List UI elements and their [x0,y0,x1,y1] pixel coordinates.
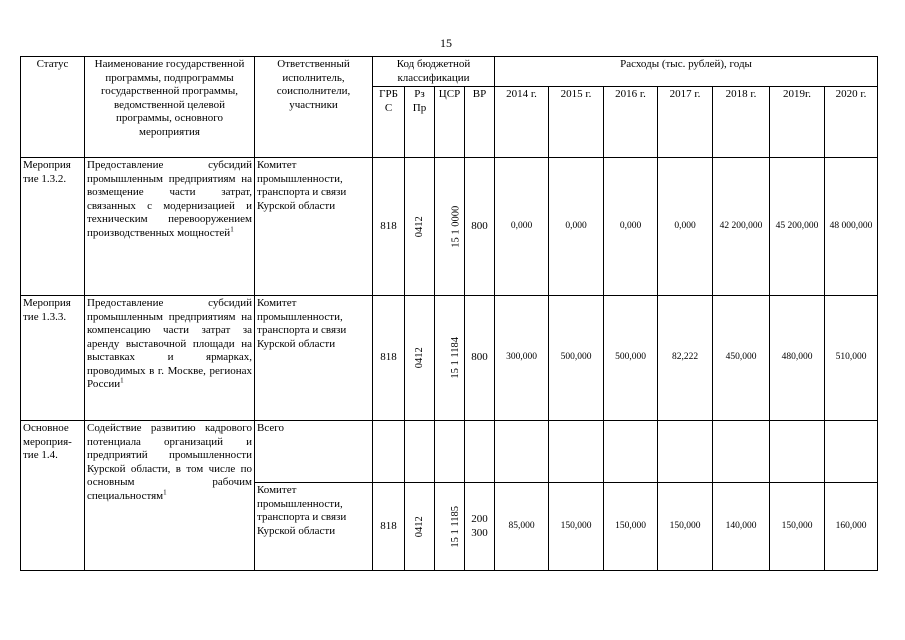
header-rzpr: Рз Пр [405,87,435,158]
budget-table [20,56,878,571]
table-row [21,421,878,483]
header-grbs: ГРБ С [373,87,405,158]
row-rzpr [405,296,435,421]
row-rzpr [405,483,435,571]
row-rzpr-text: 0412 [413,216,425,237]
row-value-2014: 85,000 [495,483,549,571]
footnote-mark: 1 [230,224,234,233]
row-csr-text: 15 1 0000 [450,205,462,248]
row-rzpr-text: 0412 [413,516,425,537]
row-value-2020: 160,000 [825,483,878,571]
row-name [85,296,255,421]
row-grbs: 818 [373,483,405,571]
row-csr-text: 15 1 1185 [450,505,462,548]
row-executor: Комитет промышленности, транспорта и связи Курской области [255,483,373,571]
empty-cell [825,421,878,483]
header-expenses: Расходы (тыс. рублей), годы [495,57,878,87]
row-csr-text: 15 1 1184 [450,337,462,379]
row-vr-text: 200 300 [471,513,488,539]
footnote-mark: 1 [120,376,124,385]
row-value-2014: 300,000 [495,296,549,421]
row-executor-total: Всего [255,421,373,483]
header-csr: ЦСР [435,87,465,158]
row-status: Основное мероприя- тие 1.4. [21,421,85,571]
row-name [85,421,255,571]
row-value-2014: 0,000 [495,158,549,296]
empty-cell [604,421,658,483]
row-name-text: Предоставление субсидий промышленным предприятиям на компенсацию части затрат за аренду выставочной площади на выставках и ярмарках, проводимых в г. Москве, регионах России [87,297,252,390]
row-value-2016: 0,000 [604,158,658,296]
header-year-2015: 2015 г. [549,87,604,158]
table-row [21,296,878,421]
row-value-2019: 480,000 [770,296,825,421]
empty-cell [373,421,405,483]
header-status: Статус [21,57,85,158]
row-value-2015: 0,000 [549,158,604,296]
empty-cell [435,421,465,483]
table-row [21,158,878,296]
row-name-text: Предоставление субсидий промышленным предприятиям на возмещение части затрат, связанных с модернизацией и техническим перевооружением производственных мощностей [87,159,252,239]
row-value-2017: 150,000 [658,483,713,571]
row-value-2019: 150,000 [770,483,825,571]
row-value-2020: 510,000 [825,296,878,421]
row-csr [435,158,465,296]
row-executor: Комитет промышленности, транспорта и связи Курской области [255,296,373,421]
row-vr: 800 [465,296,495,421]
row-value-2015: 500,000 [549,296,604,421]
row-value-2016: 150,000 [604,483,658,571]
header-budget-code: Код бюджетной классификации [373,57,495,87]
header-year-2020: 2020 г. [825,87,878,158]
row-value-2019: 45 200,000 [770,158,825,296]
header-year-2016: 2016 г. [604,87,658,158]
row-rzpr-text: 0412 [413,347,425,369]
page-number: 15 [440,36,452,50]
row-value-2017: 82,222 [658,296,713,421]
footnote-mark: 1 [163,487,167,496]
header-year-2014: 2014 г. [495,87,549,158]
empty-cell [549,421,604,483]
row-value-2018: 42 200,000 [713,158,770,296]
row-grbs: 818 [373,158,405,296]
header-year-2019: 2019г. [770,87,825,158]
row-value-2018: 450,000 [713,296,770,421]
header-year-2018: 2018 г. [713,87,770,158]
empty-cell [465,421,495,483]
row-value-2017: 0,000 [658,158,713,296]
row-status: Мероприя тие 1.3.3. [21,296,85,421]
header-executor: Ответственный исполнитель, соисполнители, участники [255,57,373,158]
empty-cell [713,421,770,483]
row-csr [435,483,465,571]
row-name [85,158,255,296]
row-status: Мероприя тие 1.3.2. [21,158,85,296]
row-value-2015: 150,000 [549,483,604,571]
row-value-2020: 48 000,000 [825,158,878,296]
empty-cell [495,421,549,483]
row-grbs: 818 [373,296,405,421]
header-vr: ВР [465,87,495,158]
row-rzpr [405,158,435,296]
row-executor: Комитет промышленности, транспорта и связи Курской области [255,158,373,296]
empty-cell [770,421,825,483]
header-row-1 [21,57,878,87]
row-name-text: Содействие развитию кадрового потенциала организаций и предприятий промышленности Курской области, в том числе по основным рабочим специальностям [87,422,252,502]
row-value-2016: 500,000 [604,296,658,421]
empty-cell [658,421,713,483]
empty-cell [405,421,435,483]
row-value-2018: 140,000 [713,483,770,571]
header-year-2017: 2017 г. [658,87,713,158]
row-vr [465,483,495,571]
row-csr [435,296,465,421]
header-name: Наименование государственной программы, подпрограммы государственной программы, ведомственной целевой программы, основного мероприятия [85,57,255,158]
row-vr: 800 [465,158,495,296]
